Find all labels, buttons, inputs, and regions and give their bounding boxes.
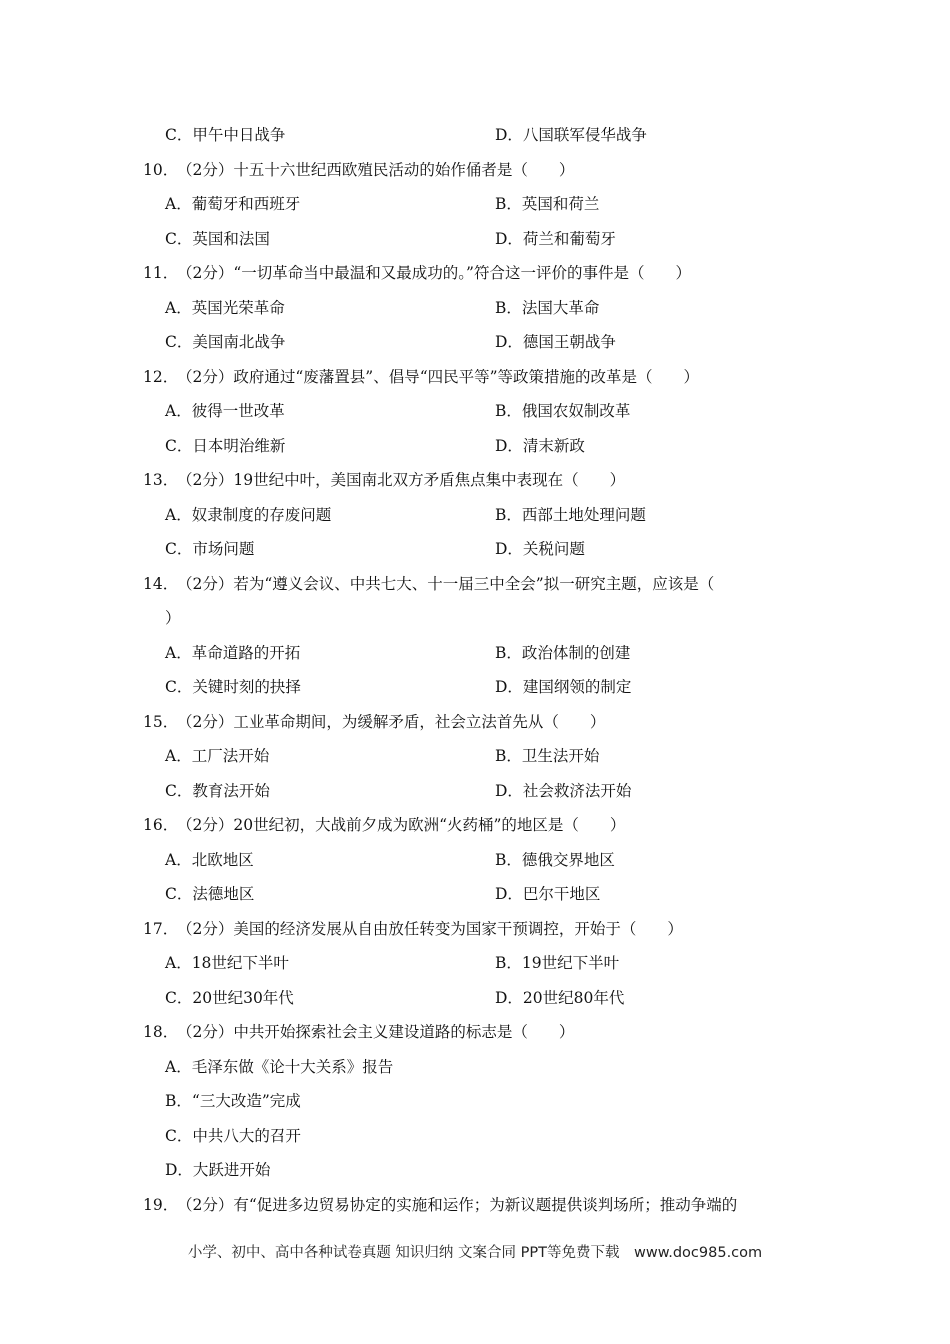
option-a: A．英国光荣革命 <box>165 298 285 317</box>
question-row <box>0 705 950 739</box>
option-a: A．北欧地区 <box>165 850 254 869</box>
option-a: A．18世纪下半叶 <box>165 954 289 972</box>
options-row <box>0 222 950 256</box>
question-text: （2分）20世纪初，大战前夕成为欧洲“火药桶”的地区是（ ） <box>177 816 626 834</box>
question-text: （2分）19世纪中叶，美国南北双方矛盾焦点集中表现在（ ） <box>177 471 626 489</box>
option-a: A．工厂法开始 <box>165 747 270 765</box>
question-number: 13． <box>143 471 179 489</box>
question-row <box>0 360 950 394</box>
question-number: 16． <box>143 816 179 834</box>
question-row <box>0 463 950 497</box>
options-row <box>0 670 950 704</box>
question-row <box>0 256 950 290</box>
question-row <box>0 808 950 842</box>
question-text: （2分）有“促进多边贸易协定的实施和运作；为新议题提供谈判场所；推动争端的 <box>177 1195 738 1214</box>
options-row <box>0 843 950 877</box>
option-d: D．20世纪80年代 <box>495 988 625 1007</box>
question-row <box>0 1015 950 1049</box>
question-row <box>0 567 950 601</box>
question-number: 11． <box>143 264 179 282</box>
option-d: D．德国王朝战争 <box>495 333 616 351</box>
option-a: A．彼得一世改革 <box>165 402 285 420</box>
page-footer: 小学、初中、高中各种试卷真题 知识归纳 文案合同 PPT等免费下载 www.doc985.com <box>187 1245 763 1261</box>
question-row <box>0 1188 950 1222</box>
question-text: （2分）美国的经济发展从自由放任转变为国家干预调控，开始于（ ） <box>177 919 683 938</box>
option-c: C．英国和法国 <box>165 229 270 248</box>
option-b: B．英国和荷兰 <box>495 195 600 213</box>
option-d: D．清末新政 <box>495 436 585 455</box>
option-c: C．教育法开始 <box>165 781 270 800</box>
options-row <box>0 877 950 911</box>
option-b: B．西部土地处理问题 <box>495 505 646 524</box>
option-c: C．甲午中日战争 <box>165 126 286 144</box>
question-number: 10． <box>143 160 179 179</box>
option-b: B．德俄交界地区 <box>495 850 615 869</box>
question-text: （2分）十五十六世纪西欧殖民活动的始作俑者是（ ） <box>177 160 575 179</box>
options-row <box>0 774 950 808</box>
question-row <box>0 912 950 946</box>
option-c: C．20世纪30年代 <box>165 988 294 1007</box>
question-number: 15． <box>143 712 179 731</box>
question-number: 19． <box>143 1195 179 1214</box>
options-row <box>0 1050 950 1084</box>
option-a: A．葡萄牙和西班牙 <box>165 195 301 213</box>
options-row <box>0 739 950 773</box>
options-row <box>0 394 950 428</box>
option-d: D．大跃进开始 <box>165 1161 271 1179</box>
option-b: B．卫生法开始 <box>495 747 600 765</box>
option-d: D．关税问题 <box>495 540 585 558</box>
options-row <box>0 636 950 670</box>
options-row <box>0 291 950 325</box>
question-row <box>0 153 950 187</box>
options-row <box>0 1119 950 1153</box>
options-row <box>0 1084 950 1118</box>
question-text: （2分）中共开始探索社会主义建设道路的标志是（ ） <box>177 1023 575 1041</box>
options-row <box>0 981 950 1015</box>
question-number: 17． <box>143 919 179 938</box>
option-a: A．毛泽东做《论十大关系》报告 <box>165 1057 394 1076</box>
question-text-continued: ） <box>165 609 181 627</box>
options-row <box>0 946 950 980</box>
option-d: D．荷兰和葡萄牙 <box>495 229 616 248</box>
options-row <box>0 498 950 532</box>
question-number: 18． <box>143 1023 179 1041</box>
option-d: D．巴尔干地区 <box>495 885 601 903</box>
option-c: C．美国南北战争 <box>165 333 286 351</box>
option-a: A．奴隶制度的存废问题 <box>165 505 332 524</box>
question-row-continued <box>0 601 950 635</box>
option-b: B．政治体制的创建 <box>495 643 631 662</box>
options-row <box>0 118 950 152</box>
option-d: D．社会救济法开始 <box>495 781 632 800</box>
options-row <box>0 532 950 566</box>
option-c: C．中共八大的召开 <box>165 1126 301 1145</box>
option-c: C．日本明治维新 <box>165 436 286 455</box>
question-text: （2分）若为“遵义会议、中共七大、十一届三中全会”拟一研究主题，应该是（ <box>177 574 715 593</box>
option-d: D．建国纲领的制定 <box>495 678 632 696</box>
options-row <box>0 325 950 359</box>
options-row <box>0 1153 950 1187</box>
option-b: B．俄国农奴制改革 <box>495 402 631 420</box>
option-b: B．法国大革命 <box>495 298 600 317</box>
question-number: 12． <box>143 367 179 386</box>
question-number: 14． <box>143 574 179 593</box>
option-b: B．“三大改造”完成 <box>165 1092 301 1110</box>
option-a: A．革命道路的开拓 <box>165 643 301 662</box>
options-row <box>0 187 950 221</box>
question-text: （2分）工业革命期间，为缓解矛盾，社会立法首先从（ ） <box>177 712 606 731</box>
options-row <box>0 429 950 463</box>
question-text: （2分）政府通过“废藩置县”、倡导“四民平等”等政策措施的改革是（ ） <box>177 367 700 386</box>
option-d: D．八国联军侵华战争 <box>495 126 647 144</box>
option-c: C．法德地区 <box>165 885 255 903</box>
option-b: B．19世纪下半叶 <box>495 954 620 972</box>
option-c: C．市场问题 <box>165 540 255 558</box>
option-c: C．关键时刻的抉择 <box>165 678 301 696</box>
question-text: （2分）“一切革命当中最温和又最成功的。”符合这一评价的事件是（ ） <box>177 264 691 282</box>
